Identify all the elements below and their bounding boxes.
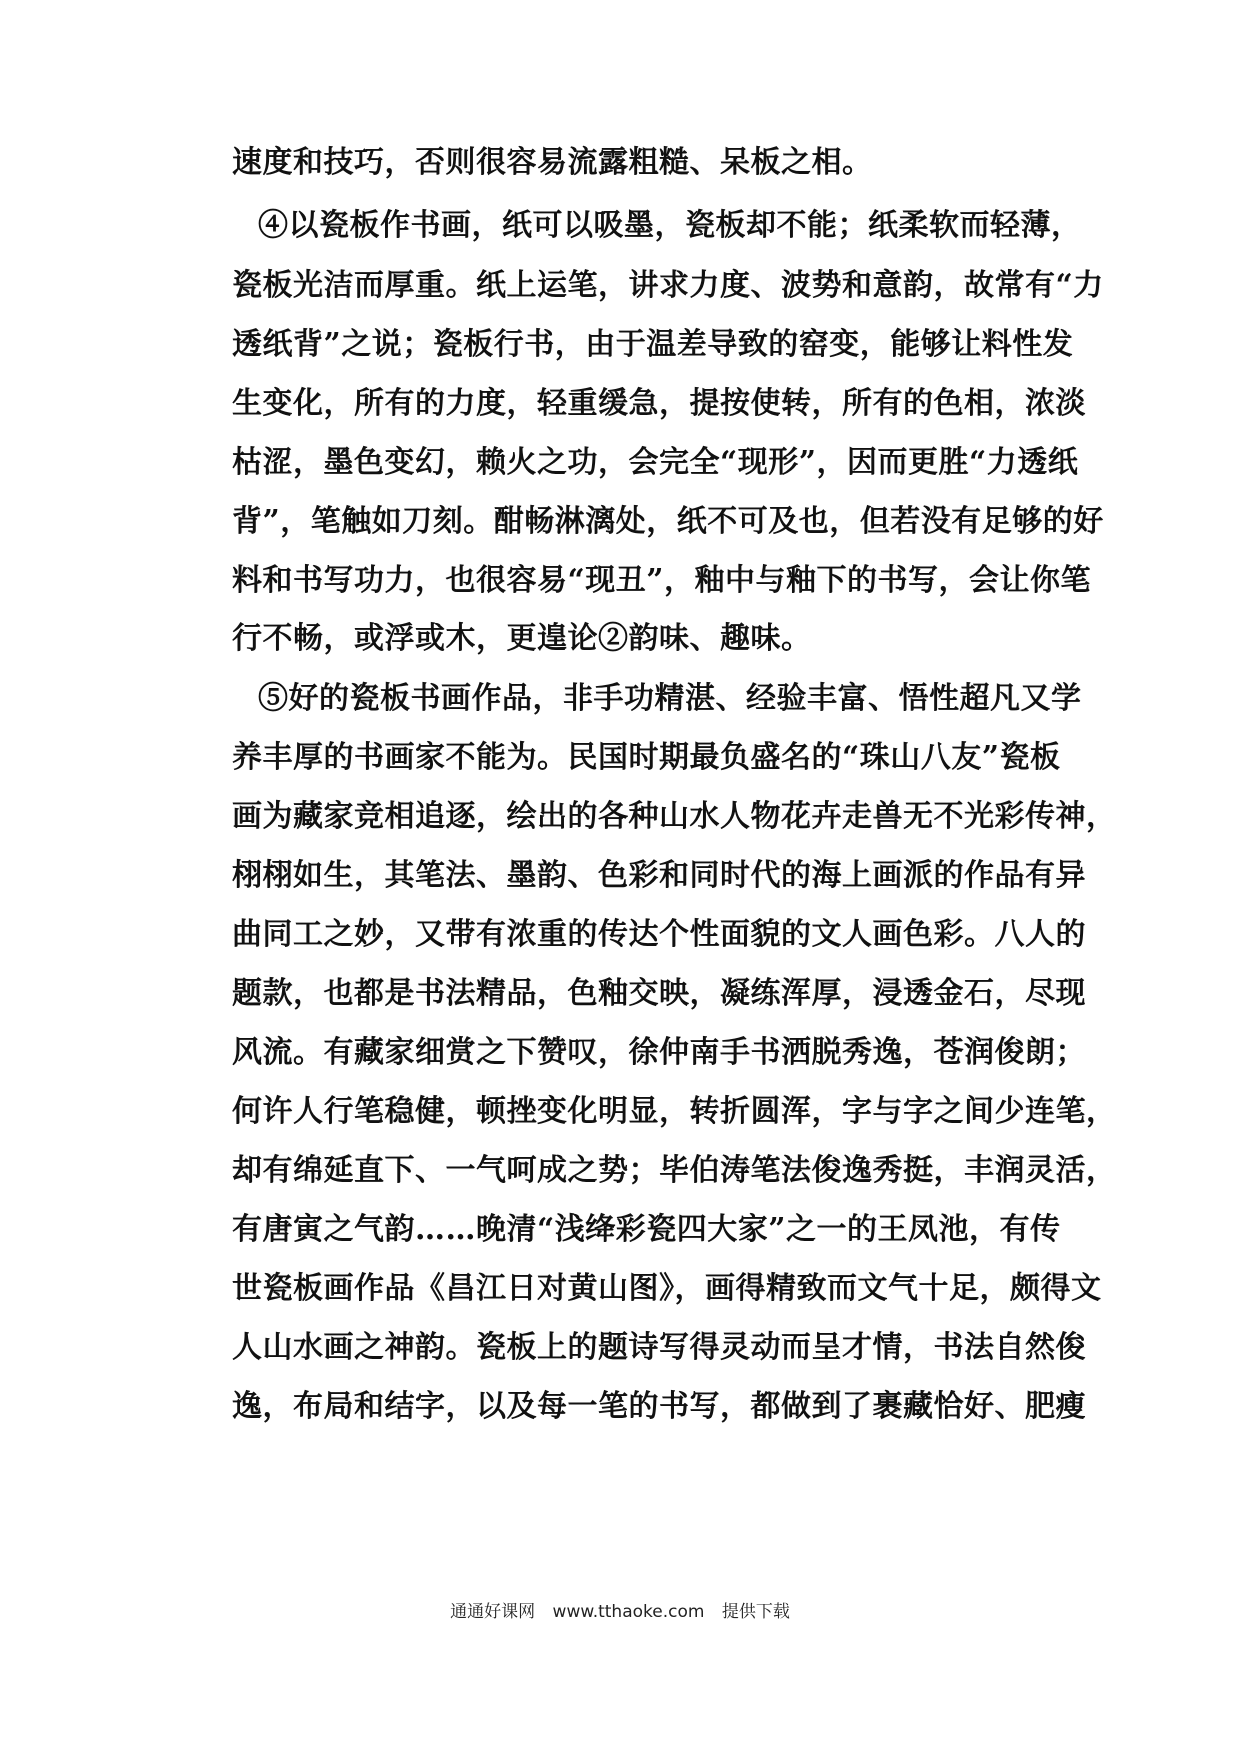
paragraph-4-line-3: 透纸背”之说；瓷板行书，由于温差导致的窑变，能够让料性发 [232,327,1074,362]
paragraph-4-line-8: 行不畅，或浮或木，更遑论②韵味、趣味。 [232,621,812,656]
paragraph-5-line-8: 何许人行笔稳健，顿挫变化明显，转折圆浑，字与字之间少连笔， [232,1094,1117,1129]
paragraph-4-line-6: 背”，笔触如刀刻。酣畅淋漓处，纸不可及也，但若没有足够的好 [232,504,1104,539]
paragraph-4-line-2: 瓷板光洁而厚重。纸上运笔，讲求力度、波势和意韵，故常有“力 [232,268,1104,303]
paragraph-5-line-9: 却有绵延直下、一气呵成之势；毕伯涛笔法俊逸秀挺，丰润灵活， [232,1153,1117,1188]
paragraph-5-line-13: 逸，布局和结字，以及每一笔的书写，都做到了裹藏恰好、肥瘦 [232,1389,1086,1424]
footer-suffix: 提供下载 [721,1602,790,1622]
paragraph-5-line-10: 有唐寅之气韵……晚清“浅绛彩瓷四大家”之一的王凤池，有传 [232,1212,1061,1247]
footer-url: www.tthaoke.com [552,1602,705,1622]
paragraph-5-line-12: 人山水画之神韵。瓷板上的题诗写得灵动而呈才情，书法自然俊 [232,1330,1086,1365]
paragraph-4-line-5: 枯涩，墨色变幻，赖火之功，会完全“现形”，因而更胜“力透纸 [232,445,1079,480]
paragraph-4-line-7: 料和书写功力，也很容易“现丑”，釉中与釉下的书写，会让你笔 [232,563,1092,598]
text-line-1: 速度和技巧，否则很容易流露粗糙、呆板之相。 [232,145,873,180]
paragraph-5-line-5: 曲同工之妙，又带有浓重的传达个性面貌的文人画色彩。八人的 [232,917,1086,952]
page-footer [0,1600,1240,1624]
paragraph-4-line-4: 生变化，所有的力度，轻重缓急，提按使转，所有的色相，浓淡 [232,386,1086,421]
paragraph-5-line-4: 栩栩如生，其笔法、墨韵、色彩和同时代的海上画派的作品有异 [232,858,1086,893]
paragraph-4-line-1: ④以瓷板作书画，纸可以吸墨，瓷板却不能；纸柔软而轻薄， [258,208,1082,243]
paragraph-5-line-6: 题款，也都是书法精品，色釉交映，凝练浑厚，浸透金石，尽现 [232,976,1086,1011]
paragraph-5-line-11: 世瓷板画作品《昌江日对黄山图》，画得精致而文气十足，颇得文 [232,1271,1102,1306]
paragraph-5-line-7: 风流。有藏家细赏之下赞叹，徐仲南手书洒脱秀逸，苍润俊朗； [232,1035,1086,1070]
paragraph-5-line-2: 养丰厚的书画家不能为。民国时期最负盛名的“珠山八友”瓷板 [232,740,1061,775]
paragraph-5-line-1: ⑤好的瓷板书画作品，非手功精湛、经验丰富、悟性超凡又学 [258,681,1082,716]
paragraph-5-line-3: 画为藏家竞相追逐，绘出的各种山水人物花卉走兽无不光彩传神， [232,799,1117,834]
footer-site-name: 通通好课网 [450,1602,536,1622]
